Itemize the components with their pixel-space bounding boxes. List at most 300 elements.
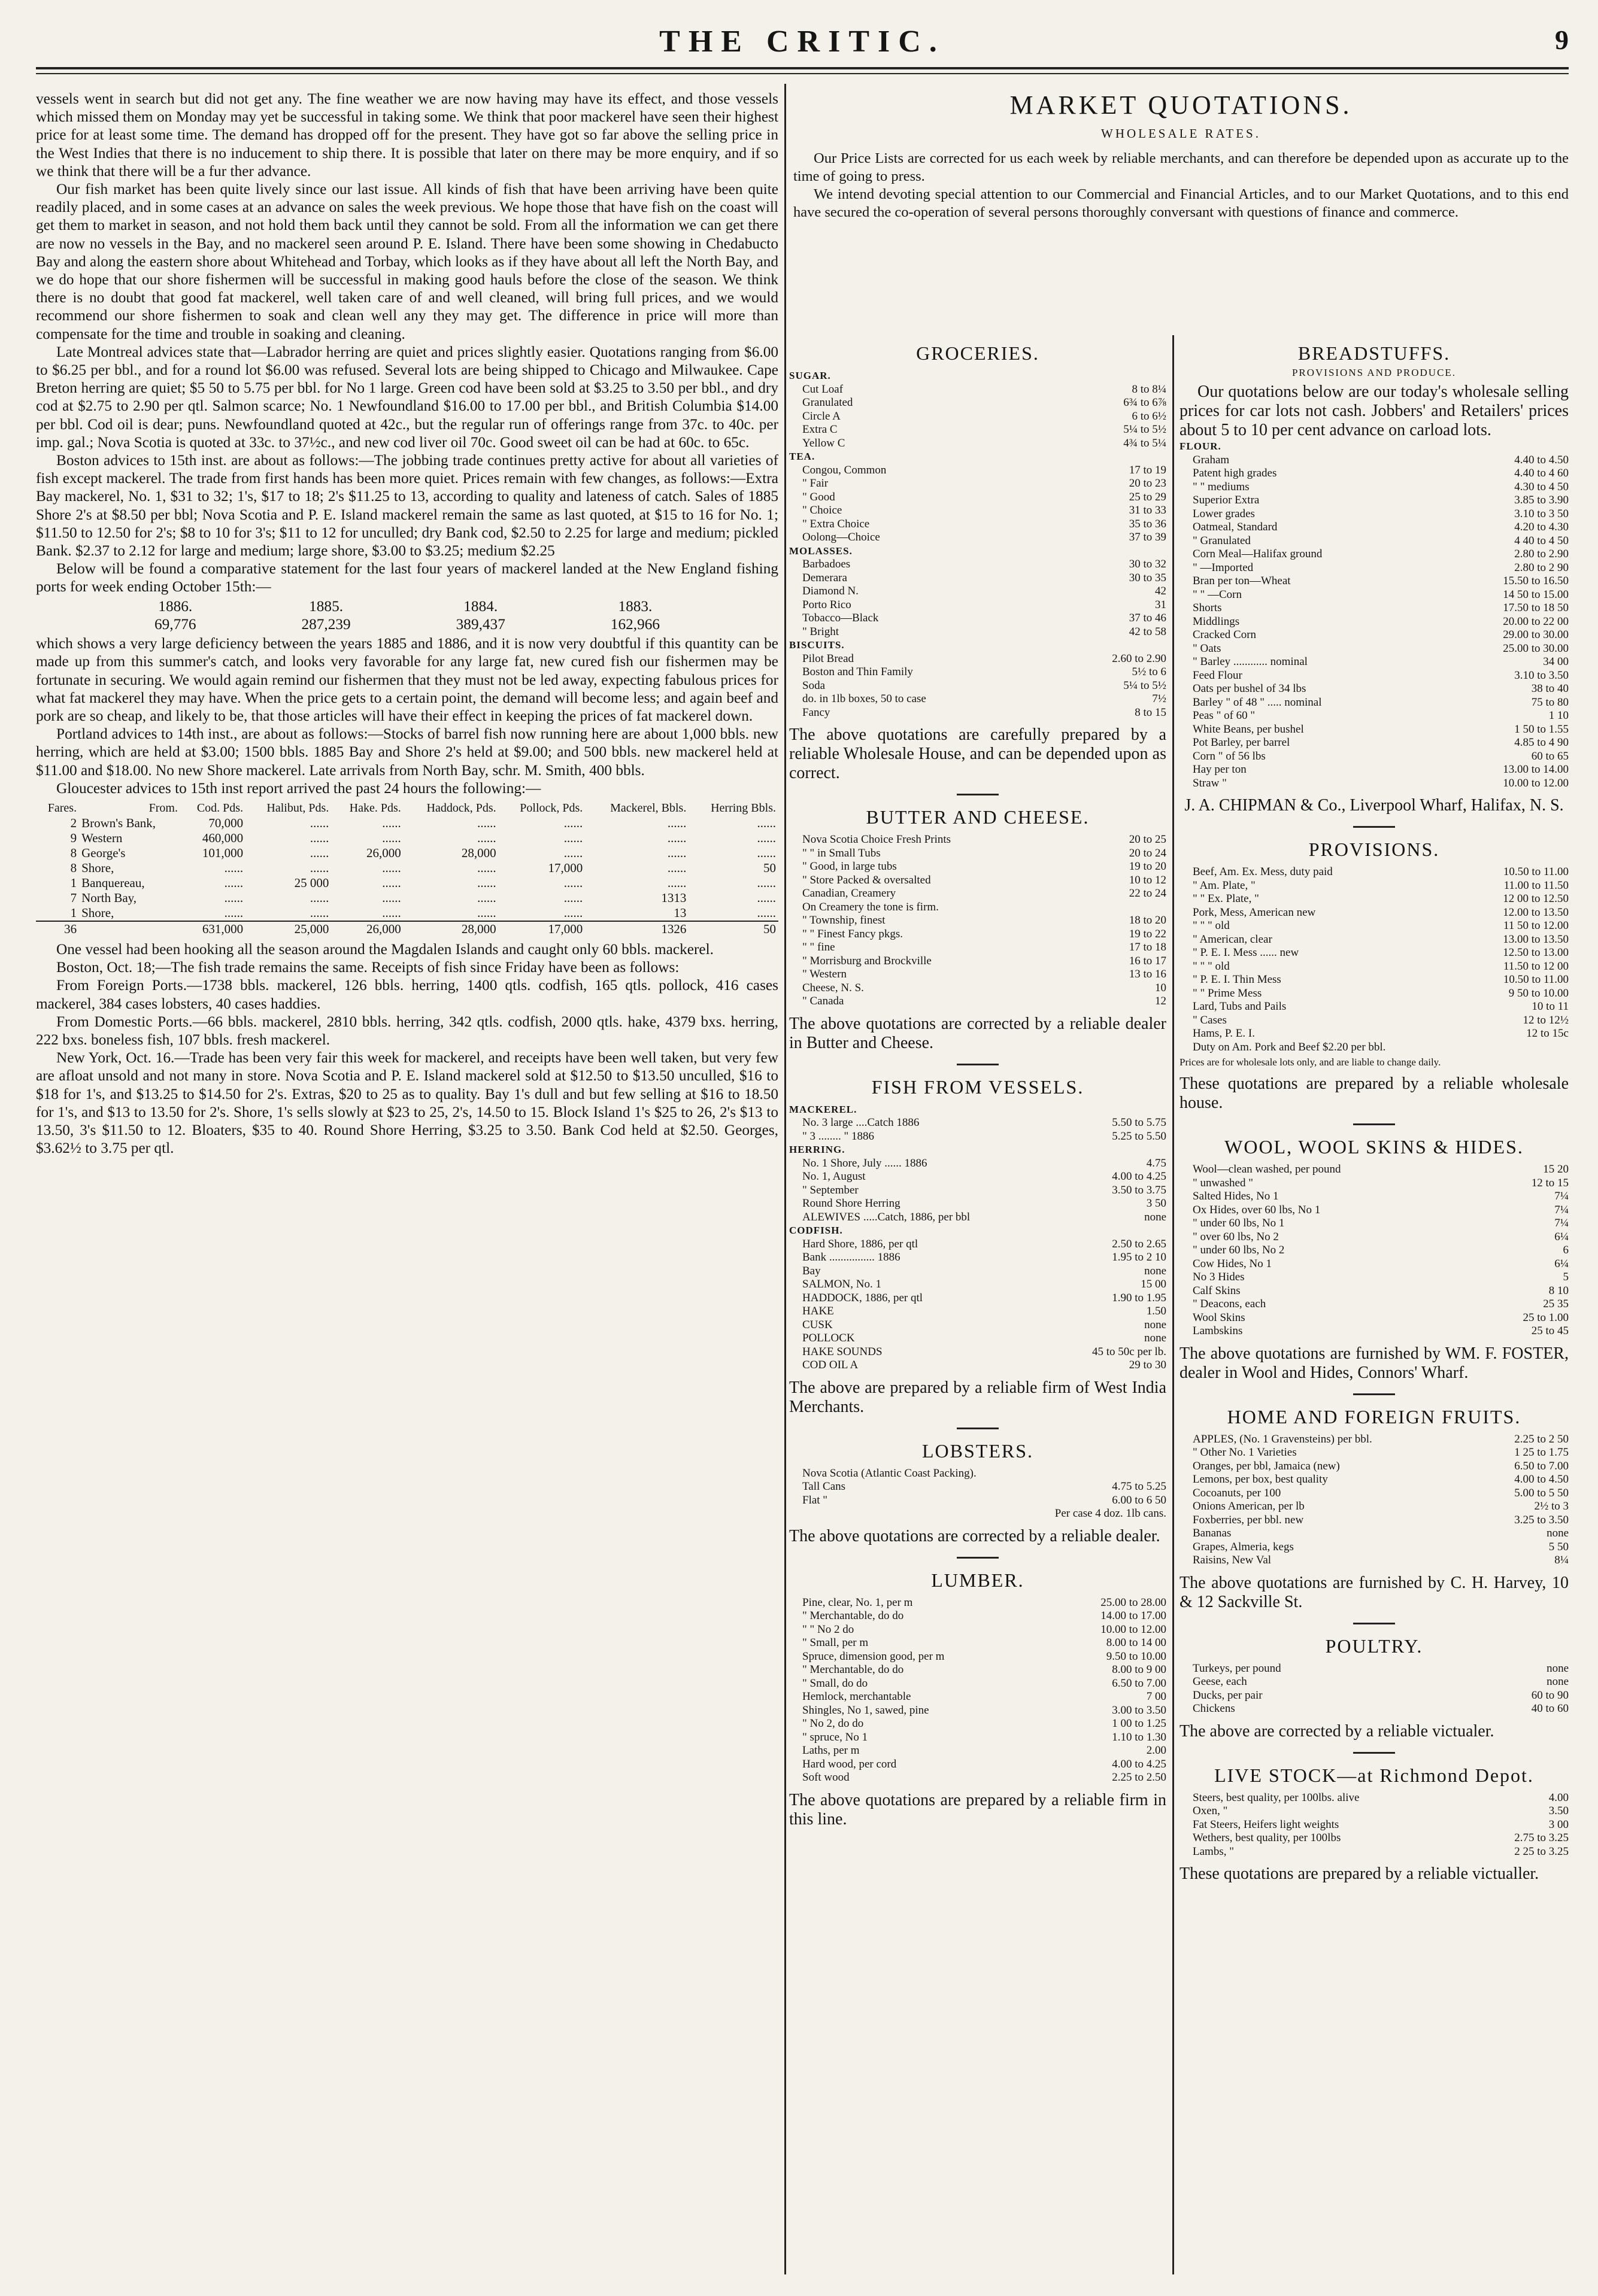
catch-cell: ......: [563, 890, 583, 905]
comparative-years: [36, 597, 778, 633]
item-name: Lambs, ": [1193, 1845, 1234, 1858]
price-row: [789, 968, 1166, 982]
section-note: The above are prepared by a reliable firm of West India Merchants.: [789, 1378, 1166, 1416]
article-paragraph: Portland advices to 14th inst., are about as follows:—Stocks of barrel fish now running here are about 1,000 bbls. new herring, which are held at $3.00; 1500 bbls. 1885 Bay and Shore 2's held at $9.00; and 500 bbls. new mackerel held at $11.00 and $18.00. No new Shore mackerel. Late arrivals from North Bay, schr. M. Smith, 400 bbls.: [36, 725, 778, 779]
item-name: Oatmeal, Standard: [1193, 521, 1278, 533]
catch-total-cell: 1326: [661, 921, 687, 936]
item-price: 10 to 12: [1129, 873, 1166, 886]
catch-column-header: Haddock, Pds.: [426, 801, 496, 815]
catch-cell: Shore,: [81, 905, 114, 920]
item-name: " 3 ........ " 1886: [802, 1129, 875, 1143]
section-title: GROCERIES.: [916, 342, 1039, 364]
item-name: " " fine: [802, 941, 835, 953]
item-name: " Cases: [1193, 1013, 1227, 1026]
item-price: 4 40 to 4 50: [1514, 534, 1569, 547]
item-price: 17.50 to 18 50: [1503, 602, 1569, 614]
item-name: SALMON, No. 1: [802, 1278, 881, 1290]
price-row: [1179, 508, 1569, 521]
item-price: 4.20 to 4.30: [1514, 521, 1569, 533]
price-row: [789, 1211, 1166, 1225]
item-price: 60 to 65: [1531, 749, 1569, 763]
item-price: 38 to 40: [1531, 682, 1569, 695]
item-name: Fat Steers, Heifers light weights: [1193, 1818, 1339, 1831]
catch-cell: Banquereau,: [81, 875, 145, 890]
item-price: 3.10 to 3 50: [1514, 507, 1569, 520]
item-price: 12 to 15c: [1526, 1027, 1569, 1040]
price-table: [1179, 1163, 1569, 1338]
item-price: 10.50 to 11.00: [1503, 865, 1569, 878]
item-price: 9.50 to 10.00: [1106, 1650, 1166, 1663]
price-table: [1179, 1433, 1569, 1568]
catch-total-cell: 17,000: [548, 921, 583, 936]
item-price: 29.00 to 30.00: [1503, 628, 1569, 641]
item-name: Barbadoes: [802, 558, 851, 570]
item-price: 37 to 39: [1129, 531, 1166, 543]
item-name: Cocoanuts, per 100: [1193, 1486, 1281, 1499]
section-title: WOOL, WOOL SKINS & HIDES.: [1224, 1136, 1524, 1158]
item-price: 22 to 24: [1129, 887, 1166, 900]
price-row: [789, 625, 1166, 639]
catch-cell: ......: [310, 905, 329, 920]
item-price: 30 to 35: [1129, 571, 1166, 584]
price-row: [1179, 1702, 1569, 1716]
item-price: 8.00 to 14 00: [1106, 1636, 1166, 1649]
catch-column-header: Hake. Pds.: [349, 801, 401, 815]
catch-cell: ......: [224, 860, 244, 875]
price-row: [789, 928, 1166, 942]
price-row: [789, 1278, 1166, 1292]
catch-cell: ......: [757, 845, 776, 860]
price-table: [789, 833, 1166, 1009]
category-row: [789, 545, 1166, 558]
price-row: [789, 1238, 1166, 1252]
section-note: The above are corrected by a reliable victualer.: [1179, 1721, 1494, 1741]
item-price: 17 to 19: [1129, 463, 1166, 476]
price-row: [789, 1623, 1166, 1637]
price-row: [1179, 1832, 1569, 1845]
price-row: [789, 504, 1166, 518]
catch-column-header: Cod. Pds.: [196, 801, 244, 815]
item-price: 34 00: [1543, 655, 1569, 668]
catch-cell: ......: [382, 875, 401, 890]
section-title: POULTRY.: [1325, 1635, 1423, 1657]
item-price: 19 to 22: [1129, 927, 1166, 940]
item-price: 12.50 to 13.00: [1503, 946, 1569, 959]
price-row: [1179, 709, 1569, 723]
item-name: " " Ex. Plate, ": [1193, 892, 1259, 905]
item-price: 11.00 to 11.50: [1503, 879, 1569, 892]
catch-row: [36, 846, 778, 861]
article-paragraph: One vessel had been hooking all the season around the Magdalen Islands and caught only 60 bbls. mackerel.: [56, 940, 714, 958]
price-row: [1179, 1845, 1569, 1859]
category-row: [789, 369, 1166, 383]
category-label: CODFISH.: [789, 1225, 843, 1236]
item-price: 4.75: [1146, 1156, 1166, 1170]
item-name: " Oats: [1193, 642, 1221, 655]
item-price: 20 to 23: [1129, 477, 1166, 490]
price-row: [789, 1771, 1166, 1785]
price-row: [1179, 561, 1569, 575]
section-note: The above quotations are furnished by WM. F. FOSTER, dealer in Wool and Hides, Connors' Wharf.: [1179, 1344, 1569, 1382]
price-row: [1179, 777, 1569, 791]
item-price: 10.00 to 12.00: [1503, 776, 1569, 789]
market-intro-paragraph: We intend devoting special attention to our Commercial and Financial Articles, and to our Market Quotations, and to this end have secured the co-operation of several persons thoroughly conversant with questions of finance and commerce.: [793, 186, 1569, 220]
price-row: [1179, 1325, 1569, 1338]
article-paragraph: New York, Oct. 16.—Trade has been very fair this week for mackerel, and receipts have been well taken, but very few are afloat unsold and not many in store. Nova Scotia and P. E. Island mackerel sold at $12.50 to $13.50 unculled, $16 to $18 for 1's, and $13.25 to $14.50 for 2's. Extras, $20 to 25 as to quality. Bay 1's dull and but few selling at $16 to 18.50 for 1's, and $13 to 13.50 for 2's. Shore, 1's sells slowly at $23 to 25, 2's, 14.50 to 15. Block Island 1's $25 to 26, 2's $13 to 13.50, 3's $11.50 to 12. Bloaters, $35 to 40. Round Shore Herring, $3.25 to 3.50. Bank Cod held at $2.50. Georges, $3.62½ to 3.75 per qtl.: [36, 1049, 778, 1157]
catch-cell: 25 000: [294, 875, 329, 890]
item-name: Lambskins: [1193, 1325, 1243, 1337]
item-name: Calf Skins: [1193, 1284, 1241, 1297]
item-price: 5.00 to 5 50: [1514, 1486, 1569, 1499]
item-name: Salted Hides, No 1: [1193, 1190, 1279, 1202]
item-price: none: [1547, 1662, 1569, 1675]
item-price: 25 35: [1543, 1298, 1569, 1310]
item-name: Wool—clean washed, per pound: [1193, 1163, 1341, 1176]
catch-cell: ......: [310, 830, 329, 845]
price-row: [1179, 879, 1569, 893]
price-row: [789, 679, 1166, 693]
price-row: [789, 1251, 1166, 1265]
price-row: [789, 518, 1166, 532]
item-price: 3.25 to 3.50: [1514, 1513, 1569, 1526]
price-row: [789, 1596, 1166, 1610]
item-name: " Bright: [802, 625, 839, 638]
price-row: [789, 1758, 1166, 1772]
price-row: [789, 706, 1166, 720]
item-price: 30 to 32: [1129, 558, 1166, 570]
price-row: [1179, 987, 1569, 1001]
price-row: [789, 1717, 1166, 1731]
catch-row: [36, 891, 778, 906]
price-row: [1179, 933, 1569, 947]
item-price: 15.50 to 16.50: [1503, 575, 1569, 587]
price-row: [1179, 1163, 1569, 1177]
item-name: COD OIL A: [802, 1359, 859, 1371]
price-table: [789, 1467, 1166, 1521]
price-row: [1179, 1689, 1569, 1703]
price-row: [789, 1677, 1166, 1691]
item-price: 10.50 to 11.00: [1503, 973, 1569, 986]
item-name: [789, 1507, 1023, 1521]
item-price: 4.40 to 4.50: [1514, 453, 1569, 466]
item-name: " unwashed ": [1193, 1176, 1253, 1189]
item-name: Nova Scotia (Atlantic Coast Packing).: [802, 1466, 977, 1480]
item-price: 15 00: [1141, 1278, 1166, 1290]
catch-total-row: [36, 921, 778, 937]
category-row: [1179, 440, 1569, 454]
poultry-section: [1179, 1635, 1569, 1741]
item-price: 25 to 45: [1531, 1325, 1569, 1337]
item-name: Hay per ton: [1193, 763, 1247, 776]
item-price: 6¾ to 6⅞: [1123, 396, 1166, 409]
item-name: " Fair: [802, 477, 829, 490]
item-price: Per case 4 doz. 1lb cans.: [1054, 1507, 1166, 1520]
item-name: Cut Loaf: [802, 382, 844, 396]
item-price: 12 00 to 12.50: [1503, 892, 1569, 905]
price-row: [1179, 548, 1569, 561]
newspaper-title: THE CRITIC.: [659, 25, 945, 59]
catch-cell: ......: [310, 860, 329, 875]
item-name: " P. E. I. Thin Mess: [1193, 973, 1281, 986]
section-title: HOME AND FOREIGN FRUITS.: [1227, 1405, 1521, 1428]
catch-cell: ......: [667, 860, 687, 875]
item-name: Hard Shore, 1886, per qtl: [802, 1237, 918, 1250]
item-price: 5¼ to 5½: [1123, 423, 1166, 436]
item-price: none: [1547, 1527, 1569, 1539]
item-name: " Other No. 1 Varieties: [1193, 1446, 1297, 1459]
catch-cell: ......: [563, 815, 583, 830]
item-name: Bananas: [1193, 1527, 1232, 1539]
price-row: [1179, 1473, 1569, 1487]
catch-cell: 1313: [661, 890, 687, 905]
item-price: none: [1144, 1264, 1166, 1277]
price-row: [789, 1170, 1166, 1184]
catch-total-cell: 26,000: [366, 921, 401, 936]
price-row: [789, 612, 1166, 625]
item-price: 15 20: [1543, 1163, 1569, 1176]
article-paragraph: From Foreign Ports.—1738 bbls. mackerel, 126 bbls. herring, 1400 qtls. codfish, 165 qtls. pollock, 416 cases mackerel, 384 cases lobsters, 40 cases haddies.: [36, 977, 778, 1012]
catch-cell: ......: [563, 875, 583, 890]
article-paragraph: Boston advices to 15th inst. are about as follows:—The jobbing trade continues pretty active for about all varieties of fish except mackerel. The trade from first hands has been more quiet. Prices remain with few changes, as follows:—Extra Bay mackerel, No. 1, $31 to 32; 1's, $17 to 18; 2's $11.25 to 13, according to quality and lateness of catch. Sales of 1885 Shore 2's at $8.50 per bbl; Nova Scotia and P. E. Island mackerel remain the same as last quoted, at $15 to 16 for No. 1; $11.50 to 12.50 for 2's; $8 to 10 for 3's; $11 to 12 for unculled; dry Bank cod, $2.50 to 2.25 for large and medium; pickled Bank. $2.37 to 2.12 for large and medium; large shore, $3.00 to $3.25; medium $2.25: [36, 452, 778, 560]
price-row: [1179, 1514, 1569, 1527]
price-row: [1179, 575, 1569, 588]
item-price: 18 to 20: [1129, 914, 1166, 927]
item-price: 11.50 to 12 00: [1503, 959, 1569, 973]
price-row: [1179, 1271, 1569, 1284]
item-price: none: [1547, 1675, 1569, 1688]
item-name: Soda: [802, 679, 825, 692]
item-name: HAKE: [802, 1305, 834, 1317]
item-price: 8¼: [1554, 1554, 1569, 1566]
price-row: [789, 1704, 1166, 1718]
item-price: 6: [1563, 1244, 1569, 1256]
catch-cell: ......: [382, 815, 401, 830]
item-price: 9 50 to 10.00: [1508, 986, 1569, 1000]
catch-cell: 26,000: [366, 845, 401, 860]
price-row: [1179, 1487, 1569, 1501]
market-quotations-title: MARKET QUOTATIONS.: [1009, 90, 1353, 120]
item-price: 4.00: [1548, 1791, 1569, 1804]
price-table: [1179, 1791, 1569, 1859]
category-label: SUGAR.: [789, 370, 831, 381]
catch-column-header: From.: [148, 801, 178, 815]
price-row: [1179, 1460, 1569, 1474]
price-row: [1179, 1662, 1569, 1676]
fruits-section: [1179, 1406, 1569, 1612]
catch-cell: ......: [310, 815, 329, 830]
price-row: [1179, 1805, 1569, 1818]
price-row: [1179, 1554, 1569, 1568]
item-name: Spruce, dimension good, per m: [802, 1650, 945, 1663]
item-price: 10: [1155, 981, 1166, 994]
price-row: [789, 437, 1166, 451]
item-price: 29 to 30: [1129, 1359, 1166, 1371]
item-price: 1.10 to 1.30: [1112, 1730, 1166, 1744]
category-row: [789, 639, 1166, 652]
category-label: MOLASSES.: [789, 545, 853, 557]
section-title: BREADSTUFFS.: [1297, 342, 1451, 364]
item-name: " over 60 lbs, No 2: [1193, 1230, 1279, 1243]
item-name: Oats per bushel of 34 lbs: [1193, 682, 1306, 695]
catch-cell: ......: [757, 875, 776, 890]
catch-cell: ......: [563, 845, 583, 860]
item-name: " Township, finest: [802, 914, 886, 927]
item-price: 3 50: [1146, 1197, 1166, 1210]
price-row: [1179, 481, 1569, 494]
price-row: [789, 1319, 1166, 1332]
lumber-section: [789, 1569, 1166, 1829]
groceries-section: [789, 342, 1166, 783]
catch-column-header: Pollock, Pds.: [520, 801, 583, 815]
market-intro: [793, 150, 1569, 221]
price-row: [789, 1346, 1166, 1359]
catch-cell: 8: [70, 845, 77, 860]
item-price: 35 to 36: [1129, 517, 1166, 530]
item-price: 4.00 to 4.25: [1112, 1757, 1166, 1770]
item-name: Wethers, best quality, per 100lbs: [1193, 1832, 1341, 1844]
year-entry: 1886. 69,776: [154, 597, 196, 633]
item-name: Soft wood: [802, 1771, 850, 1784]
price-row: [789, 860, 1166, 874]
price-row: [1179, 642, 1569, 656]
article-paragraph: From Domestic Ports.—66 bbls. mackerel, 2810 bbls. herring, 342 qtls. codfish, 2000 qtls. hake, 4379 bxs. herring, 222 bxs. boneless fish, 107 bbls. fresh mackerel.: [36, 1013, 778, 1048]
category-label: TEA.: [789, 451, 815, 462]
item-name: Ducks, per pair: [1193, 1688, 1263, 1702]
item-price: 20 to 24: [1129, 846, 1166, 860]
item-price: 5: [1563, 1271, 1569, 1283]
price-row: [1179, 960, 1569, 974]
catch-row: [36, 861, 778, 876]
price-row: [1179, 1217, 1569, 1231]
catch-cell: North Bay,: [81, 890, 137, 905]
item-name: " spruce, No 1: [802, 1730, 868, 1744]
item-price: 10.00 to 12.00: [1100, 1623, 1166, 1636]
item-price: 14 50 to 15.00: [1503, 588, 1569, 601]
item-name: " September: [802, 1183, 859, 1196]
catch-cell: ......: [477, 875, 496, 890]
item-name: " Barley ............ nominal: [1193, 655, 1308, 668]
category-label: FLOUR.: [1179, 441, 1221, 452]
item-name: Oolong—Choice: [802, 531, 880, 543]
item-price: 37 to 46: [1129, 612, 1166, 624]
price-row: [789, 982, 1166, 995]
item-name: " " mediums: [1193, 480, 1250, 493]
item-name: Cheese, N. S.: [802, 981, 864, 994]
item-name: " Morrisburg and Brockville: [802, 954, 932, 967]
item-price: 31: [1155, 598, 1166, 611]
year-entry: 1884. 389,437: [456, 597, 505, 633]
catch-cell: ......: [224, 890, 244, 905]
item-price: 5.50 to 5.75: [1112, 1116, 1166, 1129]
price-row: [789, 995, 1166, 1009]
price-row: [1179, 1541, 1569, 1554]
item-name: Wool Skins: [1193, 1311, 1245, 1324]
item-price: 60 to 90: [1531, 1688, 1569, 1702]
catch-column-header: Fares.: [47, 801, 77, 815]
price-row: [789, 585, 1166, 599]
catch-cell: ......: [667, 845, 687, 860]
price-row: [1179, 973, 1569, 987]
price-row: [1179, 1000, 1569, 1014]
price-row: [789, 558, 1166, 572]
item-name: " " in Small Tubs: [802, 846, 881, 860]
price-row: [789, 1184, 1166, 1198]
section-note: The above quotations are carefully prepared by a reliable Wholesale House, and can be depended upon as correct.: [789, 725, 1166, 782]
item-price: none: [1144, 1210, 1166, 1223]
item-price: 6.50 to 7.00: [1112, 1677, 1166, 1690]
item-name: Canadian, Creamery: [802, 887, 896, 900]
lobsters-section: [789, 1440, 1166, 1546]
price-table: [1179, 1662, 1569, 1716]
item-name: " " —Corn: [1193, 588, 1242, 601]
price-row: [789, 1731, 1166, 1745]
category-row: [789, 450, 1166, 464]
price-row: [1179, 669, 1569, 683]
item-name: Nova Scotia Choice Fresh Prints: [802, 833, 951, 846]
item-name: Raisins, New Val: [1193, 1554, 1272, 1566]
section-divider: [957, 1428, 999, 1429]
catch-cell: ......: [382, 860, 401, 875]
price-row: [1179, 1284, 1569, 1298]
item-price: 25.00 to 28.00: [1100, 1596, 1166, 1609]
price-row: [789, 464, 1166, 478]
item-price: 16 to 17: [1129, 954, 1166, 967]
item-name: " Small, per m: [802, 1636, 869, 1649]
item-price: 5½ to 6: [1132, 666, 1166, 678]
category-row: [789, 1143, 1166, 1157]
item-name: CUSK: [802, 1318, 833, 1331]
item-name: Peas " of 60 ": [1193, 709, 1256, 722]
item-name: Diamond N.: [802, 585, 859, 597]
year-entry: 1885. 287,239: [301, 597, 351, 633]
price-table: [1179, 865, 1569, 1054]
price-row: [1179, 1177, 1569, 1190]
section-divider: [1353, 826, 1395, 828]
item-name: Lower grades: [1193, 507, 1255, 520]
item-price: 2.75 to 3.25: [1514, 1832, 1569, 1844]
catch-cell: 17,000: [548, 860, 583, 875]
item-name: Duty on Am. Pork and Beef $2.20 per bbl.: [1193, 1040, 1386, 1053]
item-price: [1023, 1467, 1166, 1481]
catch-cell: ......: [757, 905, 776, 920]
item-price: 25 to 29: [1129, 490, 1166, 503]
item-name: " No 2, do do: [802, 1717, 864, 1730]
item-name: Patent high grades: [1193, 467, 1277, 479]
butter-cheese-section: [789, 806, 1166, 1053]
price-row: [789, 1494, 1166, 1508]
item-name: Middlings: [1193, 615, 1240, 628]
price-row: [789, 1744, 1166, 1758]
item-price: 5¼ to 5½: [1123, 679, 1166, 692]
item-price: 7 00: [1146, 1690, 1166, 1703]
catch-cell: ......: [563, 905, 583, 920]
price-row: [1179, 655, 1569, 669]
price-row: [1179, 696, 1569, 710]
price-row: [1179, 588, 1569, 602]
item-name: White Beans, per bushel: [1193, 722, 1304, 736]
item-price: 2½ to 3: [1534, 1500, 1569, 1513]
price-row: [1179, 1527, 1569, 1541]
item-name: " " Finest Fancy pkgs.: [802, 927, 903, 940]
item-name: Hams, P. E. I.: [1193, 1027, 1255, 1040]
price-row: [1179, 1433, 1569, 1447]
item-price: 7¼: [1554, 1203, 1569, 1216]
item-name: No. 3 large ....Catch 1886: [802, 1116, 920, 1129]
catch-row: [36, 876, 778, 891]
item-price: 7½: [1152, 693, 1166, 705]
price-row: [789, 1467, 1166, 1481]
item-price: 8 to 8¼: [1132, 382, 1166, 396]
